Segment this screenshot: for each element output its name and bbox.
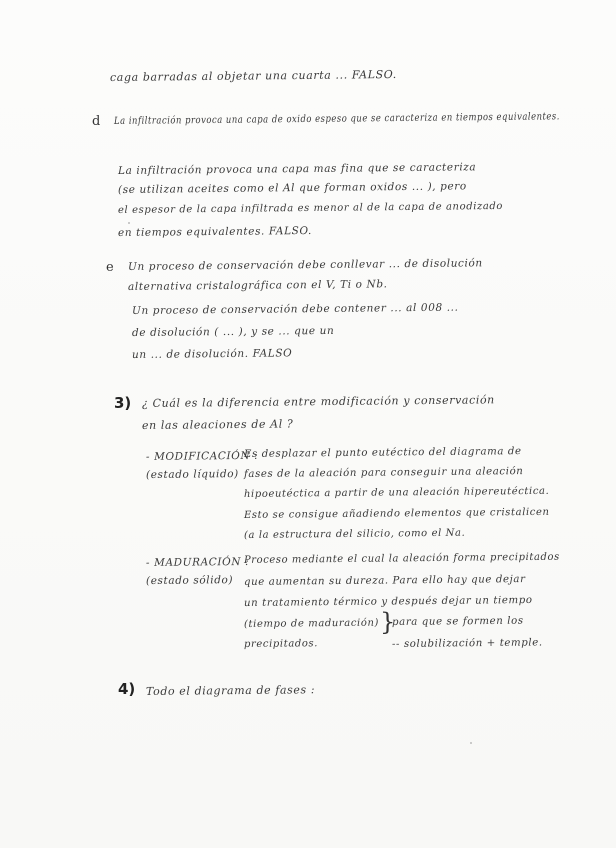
question-number-4: 4) (118, 680, 136, 698)
question-text: Todo el diagrama de fases : (145, 683, 316, 698)
handwritten-line: Proceso mediante el cual la aleación forma precipitados (243, 551, 560, 566)
handwritten-line: un tratamiento térmico y después dejar un tiempo (243, 594, 533, 609)
handwritten-line: La infiltración provoca una capa de oxido espeso que se caracteriza en tiempos equivalentes. (113, 111, 560, 127)
handwritten-line: precipitados. (243, 638, 319, 650)
handwritten-line: Esto se consigue añadiendo elementos que cristalicen (243, 506, 550, 521)
scan-speck (128, 222, 130, 224)
term-label: - MODIFICACIÓN : (145, 449, 259, 463)
handwritten-line: un ... de disolución. FALSO (131, 347, 293, 361)
handwritten-line: que aumentan su dureza. Para ello hay que dejar (243, 574, 526, 588)
handwritten-line: hipoeutéctica a partir de una aleación hipereutéctica. (243, 485, 550, 500)
question-text: en las aleaciones de Al ? (141, 417, 294, 432)
term-sublabel: (estado sólido) (145, 574, 234, 587)
handwritten-line: Un proceso de conservación debe conllevar ... de disolución (127, 257, 483, 273)
handwritten-line: La infiltración provoca una capa mas fina que se caracteriza (117, 161, 477, 177)
handwritten-line: (se utilizan aceites como el Al que forman oxidos ... ), pero (117, 180, 467, 196)
term-label: - MADURACIÓN : (145, 555, 250, 569)
handwritten-line: fases de la aleación para conseguir una aleación (243, 466, 524, 480)
handwritten-line: para que se formen los (391, 615, 524, 628)
handwritten-line: -- solubilización + temple. (391, 637, 543, 650)
handwritten-line: en tiempos equivalentes. FALSO. (117, 224, 313, 239)
item-marker-e: e (106, 260, 114, 275)
handwritten-line: alternativa cristalográfica con el V, Ti o Nb. (127, 278, 388, 293)
question-text: ¿ Cuál es la diferencia entre modificación y conservación (141, 393, 495, 410)
handwritten-line: Es desplazar el punto eutéctico del diagrama de (243, 446, 522, 460)
question-number-3: 3) (114, 394, 132, 412)
handwritten-line: el espesor de la capa infiltrada es menor al de la capa de anodizado (117, 200, 504, 216)
item-marker-d: d (92, 114, 101, 129)
handwritten-line: Un proceso de conservación debe contener ... al 008 ... (131, 301, 459, 317)
term-sublabel: (estado líquido) (145, 468, 239, 481)
handwritten-line: (tiempo de maduración) (243, 617, 380, 630)
handwritten-line: de disolución ( ... ), y se ... que un (131, 324, 335, 339)
curly-brace: } (380, 608, 396, 636)
handwritten-line: caga barradas al objetar una cuarta ... FALSO. (109, 67, 397, 84)
handwritten-line: (a la estructura del silicio, como el Na. (243, 527, 466, 541)
scan-speck (470, 742, 472, 744)
